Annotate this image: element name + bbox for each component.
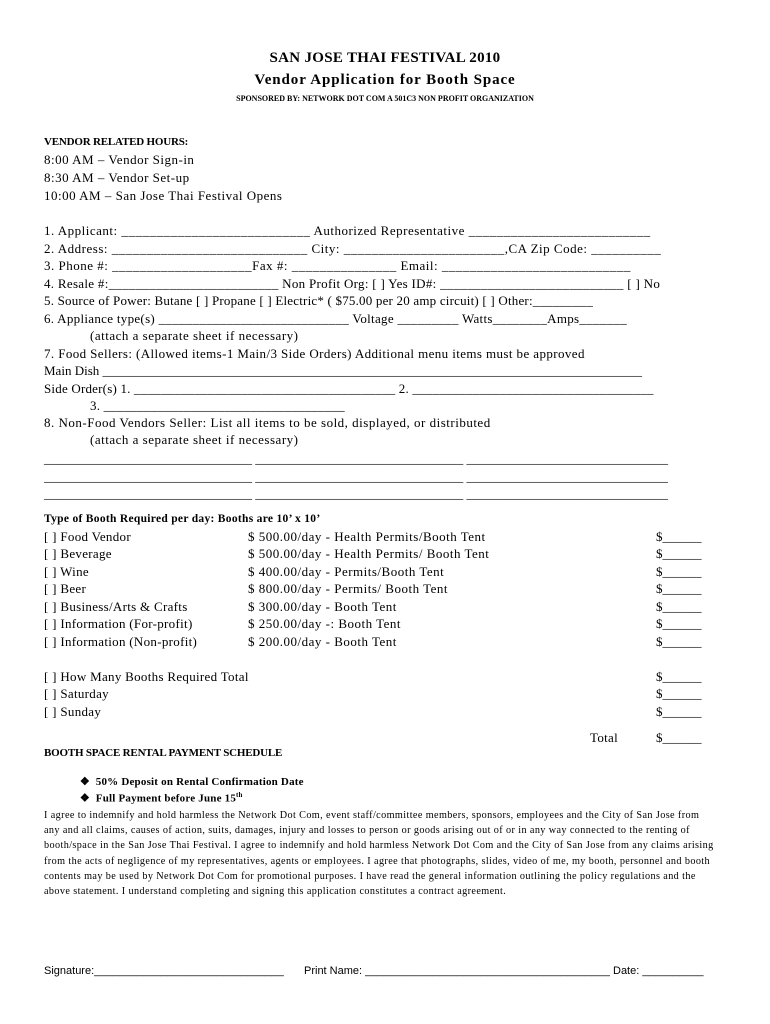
signature-field[interactable]: Signature:_______________________________ xyxy=(44,965,284,977)
food-sellers-label: 7. Food Sellers: (Allowed items-1 Main/3 Side Orders) Additional menu items must be approved xyxy=(44,346,585,361)
address-field[interactable]: 2. Address: ____________________________ City: _______________________,CA Zip Code: __________ xyxy=(44,241,662,256)
item-blank-line[interactable]: ________________________________ ________________________________ _______________________________ xyxy=(44,469,668,484)
total-label: Total xyxy=(590,730,619,745)
booth-option[interactable]: [ ] Information (For-profit) xyxy=(44,616,193,631)
page-title: SAN JOSE THAI FESTIVAL 2010 xyxy=(269,50,501,66)
item-blank-line[interactable]: ________________________________ ________________________________ _______________________________ xyxy=(44,486,668,501)
total-amount[interactable]: $______ xyxy=(656,730,702,745)
side-order-3-field[interactable]: 3. ____________________________________ xyxy=(90,398,345,413)
booth-amount[interactable]: $______ xyxy=(656,616,702,631)
booth-option[interactable]: [ ] Beverage xyxy=(44,546,112,561)
payment-heading: BOOTH SPACE RENTAL PAYMENT SCHEDULE xyxy=(44,747,283,759)
booths-total-option[interactable]: [ ] How Many Booths Required Total xyxy=(44,669,249,684)
item-blank-line[interactable]: ________________________________ ________________________________ _______________________________ xyxy=(44,451,668,466)
power-source-field[interactable]: 5. Source of Power: Butane [ ] Propane [ ] Electric* ( $75.00 per 20 amp circuit) [ ] Other:_________ xyxy=(44,293,594,308)
booth-amount[interactable]: $______ xyxy=(656,634,702,649)
resale-field[interactable]: 4. Resale #:_________________________ Non Profit Org: [ ] Yes ID#: ___________________________ [ ] No xyxy=(44,276,661,291)
booth-option[interactable]: [ ] Wine xyxy=(44,564,89,579)
booth-amount[interactable]: $______ xyxy=(656,669,702,684)
booth-option[interactable]: [ ] Information (Non-profit) xyxy=(44,634,198,649)
booth-type-heading: Type of Booth Required per day: Booths are 10’ x 10’ xyxy=(44,513,321,525)
non-food-label: 8. Non-Food Vendors Seller: List all items to be sold, displayed, or distributed xyxy=(44,415,491,430)
hours-item: 8:30 AM – Vendor Set-up xyxy=(44,170,190,185)
sponsor-line: SPONSORED BY: NETWORK DOT COM A 501C3 NON PROFIT ORGANIZATION xyxy=(236,94,534,103)
saturday-option[interactable]: [ ] Saturday xyxy=(44,686,109,701)
booth-option[interactable]: [ ] Business/Arts & Crafts xyxy=(44,599,188,614)
hours-item: 8:00 AM – Vendor Sign-in xyxy=(44,152,195,167)
booth-amount[interactable]: $______ xyxy=(656,581,702,596)
attach-note: (attach a separate sheet if necessary) xyxy=(90,432,299,447)
booth-price: $ 800.00/day - Permits/ Booth Tent xyxy=(248,581,449,596)
booth-amount[interactable]: $______ xyxy=(656,704,702,719)
hours-heading: VENDOR RELATED HOURS: xyxy=(44,136,189,148)
hours-item: 10:00 AM – San Jose Thai Festival Opens xyxy=(44,188,283,203)
main-dish-field[interactable]: Main Dish ___________________________________________________________________________________ xyxy=(44,363,642,378)
booth-price: $ 500.00/day - Health Permits/ Booth Tent xyxy=(248,546,490,561)
print-name-field[interactable]: Print Name: ________________________________________ xyxy=(304,965,610,977)
diamond-bullet-icon: ❖ xyxy=(79,776,90,788)
booth-amount[interactable]: $______ xyxy=(656,599,702,614)
booth-amount[interactable]: $______ xyxy=(656,529,702,544)
booth-price: $ 500.00/day - Health Permits/Booth Tent xyxy=(248,529,486,544)
payment-deposit-text: 50% Deposit on Rental Confirmation Date xyxy=(95,776,304,788)
ordinal-suffix: th xyxy=(236,791,243,799)
agreement-paragraph: I agree to indemnify and hold harmless the Network Dot Com, event staff/committee members, sponsors, employees and the City of San Jose from any and all claims, causes of action, suits, damages, injury and losses to person or goods arising out of or in any way connected to the renting of booth/space in the San Jose Thai Festival. I agree to indemnify and hold harmless Network Dot Com and the City of San Jose from any claims arising from the acts of negligence of my representatives, agents or employees. I agree that photographs, slides, video of me, my booth, personnel and booth contents may be used by Network Dot Com for promotional purposes. I have read the general information outlining the policy regulations and the above statement. I understand completing and signing this application constitutes a contract agreement. xyxy=(44,810,714,898)
diamond-bullet-icon: ❖ xyxy=(79,792,90,805)
date-field[interactable]: Date: __________ xyxy=(613,965,704,977)
side-orders-field[interactable]: Side Order(s) 1. _______________________________________ 2. ____________________________________ xyxy=(44,381,654,396)
booth-price: $ 200.00/day - Booth Tent xyxy=(248,634,397,649)
sunday-option[interactable]: [ ] Sunday xyxy=(44,704,102,719)
appliance-field[interactable]: 6. Appliance type(s) ____________________________ Voltage _________ Watts________Amps_______ xyxy=(44,311,627,326)
booth-price: $ 400.00/day - Permits/Booth Tent xyxy=(248,564,445,579)
booth-amount[interactable]: $______ xyxy=(656,546,702,561)
phone-field[interactable]: 3. Phone #: ____________________Fax #: _______________ Email: ___________________________ xyxy=(44,258,631,273)
booth-option[interactable]: [ ] Food Vendor xyxy=(44,529,131,544)
booth-price: $ 250.00/day -: Booth Tent xyxy=(248,616,402,631)
page-subtitle: Vendor Application for Booth Space xyxy=(254,72,516,88)
payment-full-text: Full Payment before June 15 xyxy=(95,792,237,805)
booth-amount[interactable]: $______ xyxy=(656,686,702,701)
booth-amount[interactable]: $______ xyxy=(656,564,702,579)
booth-price: $ 300.00/day - Booth Tent xyxy=(248,599,397,614)
applicant-field[interactable]: 1. Applicant: ___________________________ Authorized Representative __________________________ xyxy=(44,223,651,238)
booth-option[interactable]: [ ] Beer xyxy=(44,581,87,596)
attach-note: (attach a separate sheet if necessary) xyxy=(90,328,299,343)
